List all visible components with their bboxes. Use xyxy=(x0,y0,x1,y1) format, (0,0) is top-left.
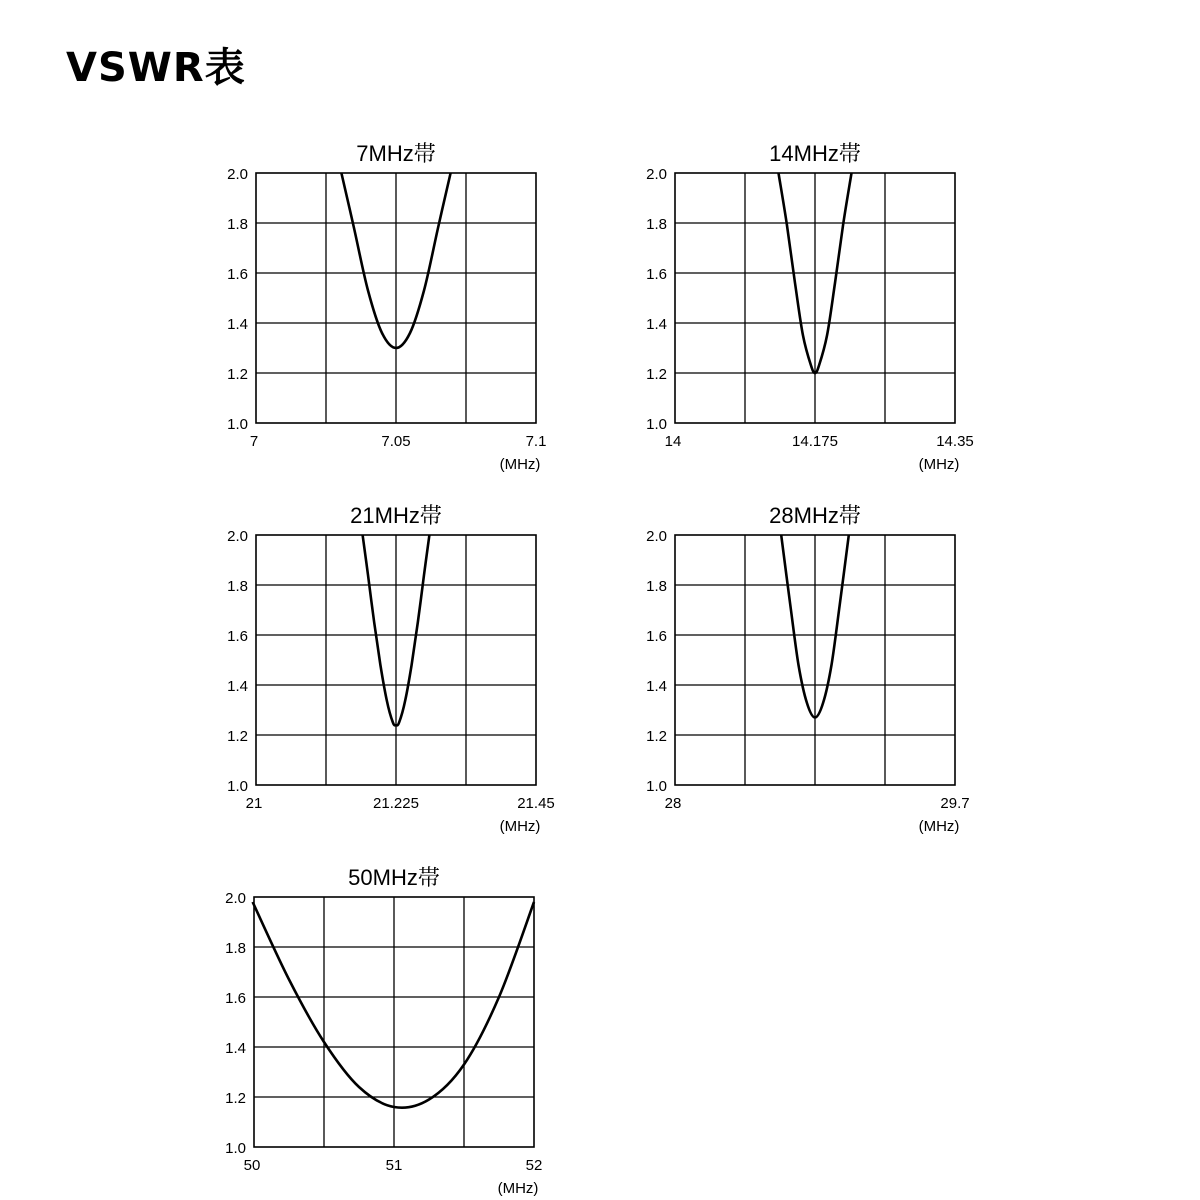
x-unit-label: (MHz) xyxy=(499,456,541,473)
y-tick-label: 1.8 xyxy=(646,578,667,595)
y-tick-label: 1.2 xyxy=(225,1090,246,1107)
x-tick-label: 7.1 xyxy=(525,433,547,450)
y-tick-label: 1.8 xyxy=(227,578,248,595)
chart-title: 50MHz帯 xyxy=(348,865,440,890)
x-unit-label: (MHz) xyxy=(499,818,541,835)
y-tick-label: 1.2 xyxy=(227,728,248,745)
y-tick-label: 2.0 xyxy=(646,166,667,183)
x-unit-label: (MHz) xyxy=(918,456,960,473)
chart-2 xyxy=(646,141,974,473)
x-unit-label: (MHz) xyxy=(497,1180,539,1197)
y-tick-label: 1.4 xyxy=(646,678,667,695)
x-tick-label: 29.7 xyxy=(940,795,970,812)
y-tick-label: 2.0 xyxy=(225,890,246,907)
chart-3 xyxy=(227,503,555,835)
y-tick-label: 1.6 xyxy=(227,266,248,283)
y-tick-label: 1.0 xyxy=(646,778,667,795)
x-tick-label: 21 xyxy=(245,795,263,812)
x-tick-label: 28 xyxy=(664,795,682,812)
chart-title: 21MHz帯 xyxy=(350,503,442,528)
y-tick-label: 1.6 xyxy=(646,628,667,645)
y-tick-label: 1.0 xyxy=(227,778,248,795)
x-unit-label: (MHz) xyxy=(918,818,960,835)
y-tick-label: 1.0 xyxy=(646,416,667,433)
y-tick-label: 1.8 xyxy=(646,216,667,233)
page-title: VSWR表 xyxy=(66,45,246,91)
vswr-curve xyxy=(253,902,534,1108)
x-tick-label: 50 xyxy=(243,1157,261,1174)
y-tick-label: 1.6 xyxy=(225,990,246,1007)
y-tick-label: 1.0 xyxy=(227,416,248,433)
y-tick-label: 1.4 xyxy=(225,1040,246,1057)
y-tick-label: 1.4 xyxy=(646,316,667,333)
x-tick-label: 52 xyxy=(525,1157,543,1174)
y-tick-label: 2.0 xyxy=(227,166,248,183)
x-tick-label: 21.45 xyxy=(517,795,555,812)
y-tick-label: 1.6 xyxy=(646,266,667,283)
y-tick-label: 1.0 xyxy=(225,1140,246,1157)
y-tick-label: 1.4 xyxy=(227,678,248,695)
chart-5 xyxy=(225,865,542,1197)
y-tick-label: 1.8 xyxy=(225,940,246,957)
y-tick-label: 1.2 xyxy=(227,366,248,383)
x-tick-label: 14 xyxy=(664,433,682,450)
y-tick-label: 1.2 xyxy=(646,366,667,383)
x-tick-label: 7 xyxy=(249,433,259,450)
x-tick-label: 51 xyxy=(385,1157,403,1174)
chart-title: 28MHz帯 xyxy=(769,503,861,528)
x-tick-label: 7.05 xyxy=(381,433,411,450)
y-tick-label: 1.8 xyxy=(227,216,248,233)
y-tick-label: 2.0 xyxy=(646,528,667,545)
chart-1 xyxy=(227,141,546,473)
y-tick-label: 1.2 xyxy=(646,728,667,745)
chart-title: 14MHz帯 xyxy=(769,141,861,166)
y-tick-label: 1.6 xyxy=(227,628,248,645)
y-tick-label: 2.0 xyxy=(227,528,248,545)
chart-4 xyxy=(646,503,969,835)
x-tick-label: 14.35 xyxy=(936,433,974,450)
chart-title: 7MHz帯 xyxy=(356,141,436,166)
y-tick-label: 1.4 xyxy=(227,316,248,333)
x-tick-label: 21.225 xyxy=(373,795,419,812)
x-tick-label: 14.175 xyxy=(792,433,838,450)
